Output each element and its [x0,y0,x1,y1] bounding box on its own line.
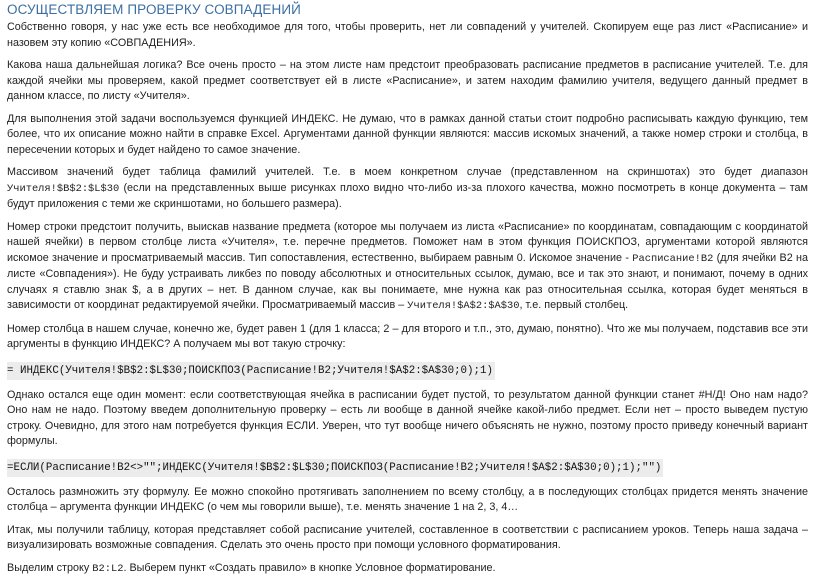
range-reference: B2:L2 [92,563,123,575]
paragraph-fill-formula: Осталось размножить эту формулу. Ее можно спокойно протягивать заполнением по всему столбцу, а в последующих столбцах придется менять значение столбца – аргумента функции ИНДЕКС (о чем мы говорили выше), т.е. менять значение 1 на 2, 3, 4… [7,485,808,516]
paragraph-empty-check: Однако остался еще один момент: если соответствующая ячейка в расписании будет пустой, то результатом данной функции станет #Н/Д! Оно нам надо? Оно нам не надо. Поэтому введем дополнительную проверку – есть ли вообще в данной ячейке какой-либо предмет. Если нет – просто выведем пустую строку. Очевидно, для этого нам потребуется функция ЕСЛИ. Уверен, что тут вообще ничего объяснять не нужно, поэтому просто приведу конечный вариант формулы. [7,388,808,450]
paragraph-logic: Какова наша дальнейшая логика? Все очень просто – на этом листе нам предстоит преобразовать расписание предметов в расписание учителей. Т.е. для каждой ячейки мы проверяем, какой предмет соответствует ей в листе «Расписание», и затем находим фамилию учителя, ведущего данный предмет в данном классе, по листу «Учителя». [7,58,808,105]
paragraph-value-array [7,165,808,213]
text-segment: Выделим строку [7,562,92,574]
text-segment: . Выберем пункт «Создать правило» в кнопке Условное форматирование. [123,562,495,574]
text-segment: Массивом значений будет таблица фамилий учителей. Т.е. в моем конкретном случае (представленном на скриншотах) это будет диапазон [7,166,808,178]
text-segment: , т.е. первый столбец. [520,299,629,311]
formula-index: = ИНДЕКС(Учителя!$B$2:$L$30;ПОИСКПОЗ(Расписание!B2;Учителя!$A$2:$A$30;0);1) [7,362,495,380]
text-segment: (если на представленных выше рисунках плохо видно что-либо из-за плохого качества, можно посмотреть в конце документа – там будут приложения с теми же скриншотами, но большего размера). [7,182,808,211]
paragraph-index-function: Для выполнения этой задачи воспользуемся функцией ИНДЕКС. Не думаю, что в рамках данной статьи стоит подробно расписывать каждую функцию, тем более, что их описание можно найти в справке Excel. Аргументами данной функции являются: массив искомых значений, а также номер строки и столбца, в пересечении которых и будет найдено то самое значение. [7,112,808,159]
formula-if-index: =ЕСЛИ(Расписание!B2<>"";ИНДЕКС(Учителя!$B$2:$L$30;ПОИСКПОЗ(Расписание!B2;Учителя!$A$2:$A$30;0);1);"") [7,459,663,477]
section-heading: ОСУЩЕСТВЛЯЕМ ПРОВЕРКУ СОВПАДЕНИЙ [7,2,808,17]
text-segment: (для ячейки B2 на листе «Совпадения»). Не буду устраивать ликбез по поводу абсолютных и относительных ссылок, думаю, все и так это знают, и понимают, почему в одних случаях я ставлю знак $, а в других – нет. В данном случае, как вы понимаете, мне нужна как раз относительная ссылка, которая будет меняться в зависимости от координат редактируемой ячейки. Просматриваемый массив – [7,252,808,312]
paragraph-intro: Собственно говоря, у нас уже есть все необходимое для того, чтобы проверить, нет ли совпадений у учителей. Скопируем еще раз лист «Расписание» и назовем эту копию «СОВПАДЕНИЯ». [7,20,808,51]
text-segment: Номер строки предстоит получить, выискав название предмета (которое мы получаем из листа «Расписание» по координатам, совпадающим с координатой нашей ячейки) в первом столбце листа «Учителя», т.е. перечне предметов. Поможет нам в этом функция ПОИСКПОЗ, аргументами которой являются искомое значение и просматриваемый массив. Тип сопоставления, естественно, выбираем равным 0. Искомое значение - [7,221,808,264]
cell-reference: Расписание!B2 [632,253,713,265]
paragraph-row-number [7,220,808,315]
paragraph-select-row [7,561,808,577]
range-reference: Учителя!$A$2:$A$30 [407,300,519,312]
paragraph-column-number: Номер столбца в нашем случае, конечно же, будет равен 1 (для 1 класса; 2 – для второго и т.п., это, думаю, понятно). Что же мы получаем, подставив все эти аргументы в функцию ИНДЕКС? А получаем мы вот такую строчку: [7,322,808,353]
range-reference: Учителя!$B$2:$L$30 [7,183,119,195]
paragraph-result: Итак, мы получили таблицу, которая представляет собой расписание учителей, составленное в соответствии с расписанием уроков. Теперь наша задача – визуализировать возможные совпадения. Сделать это очень просто при помощи условного форматирования. [7,523,808,554]
